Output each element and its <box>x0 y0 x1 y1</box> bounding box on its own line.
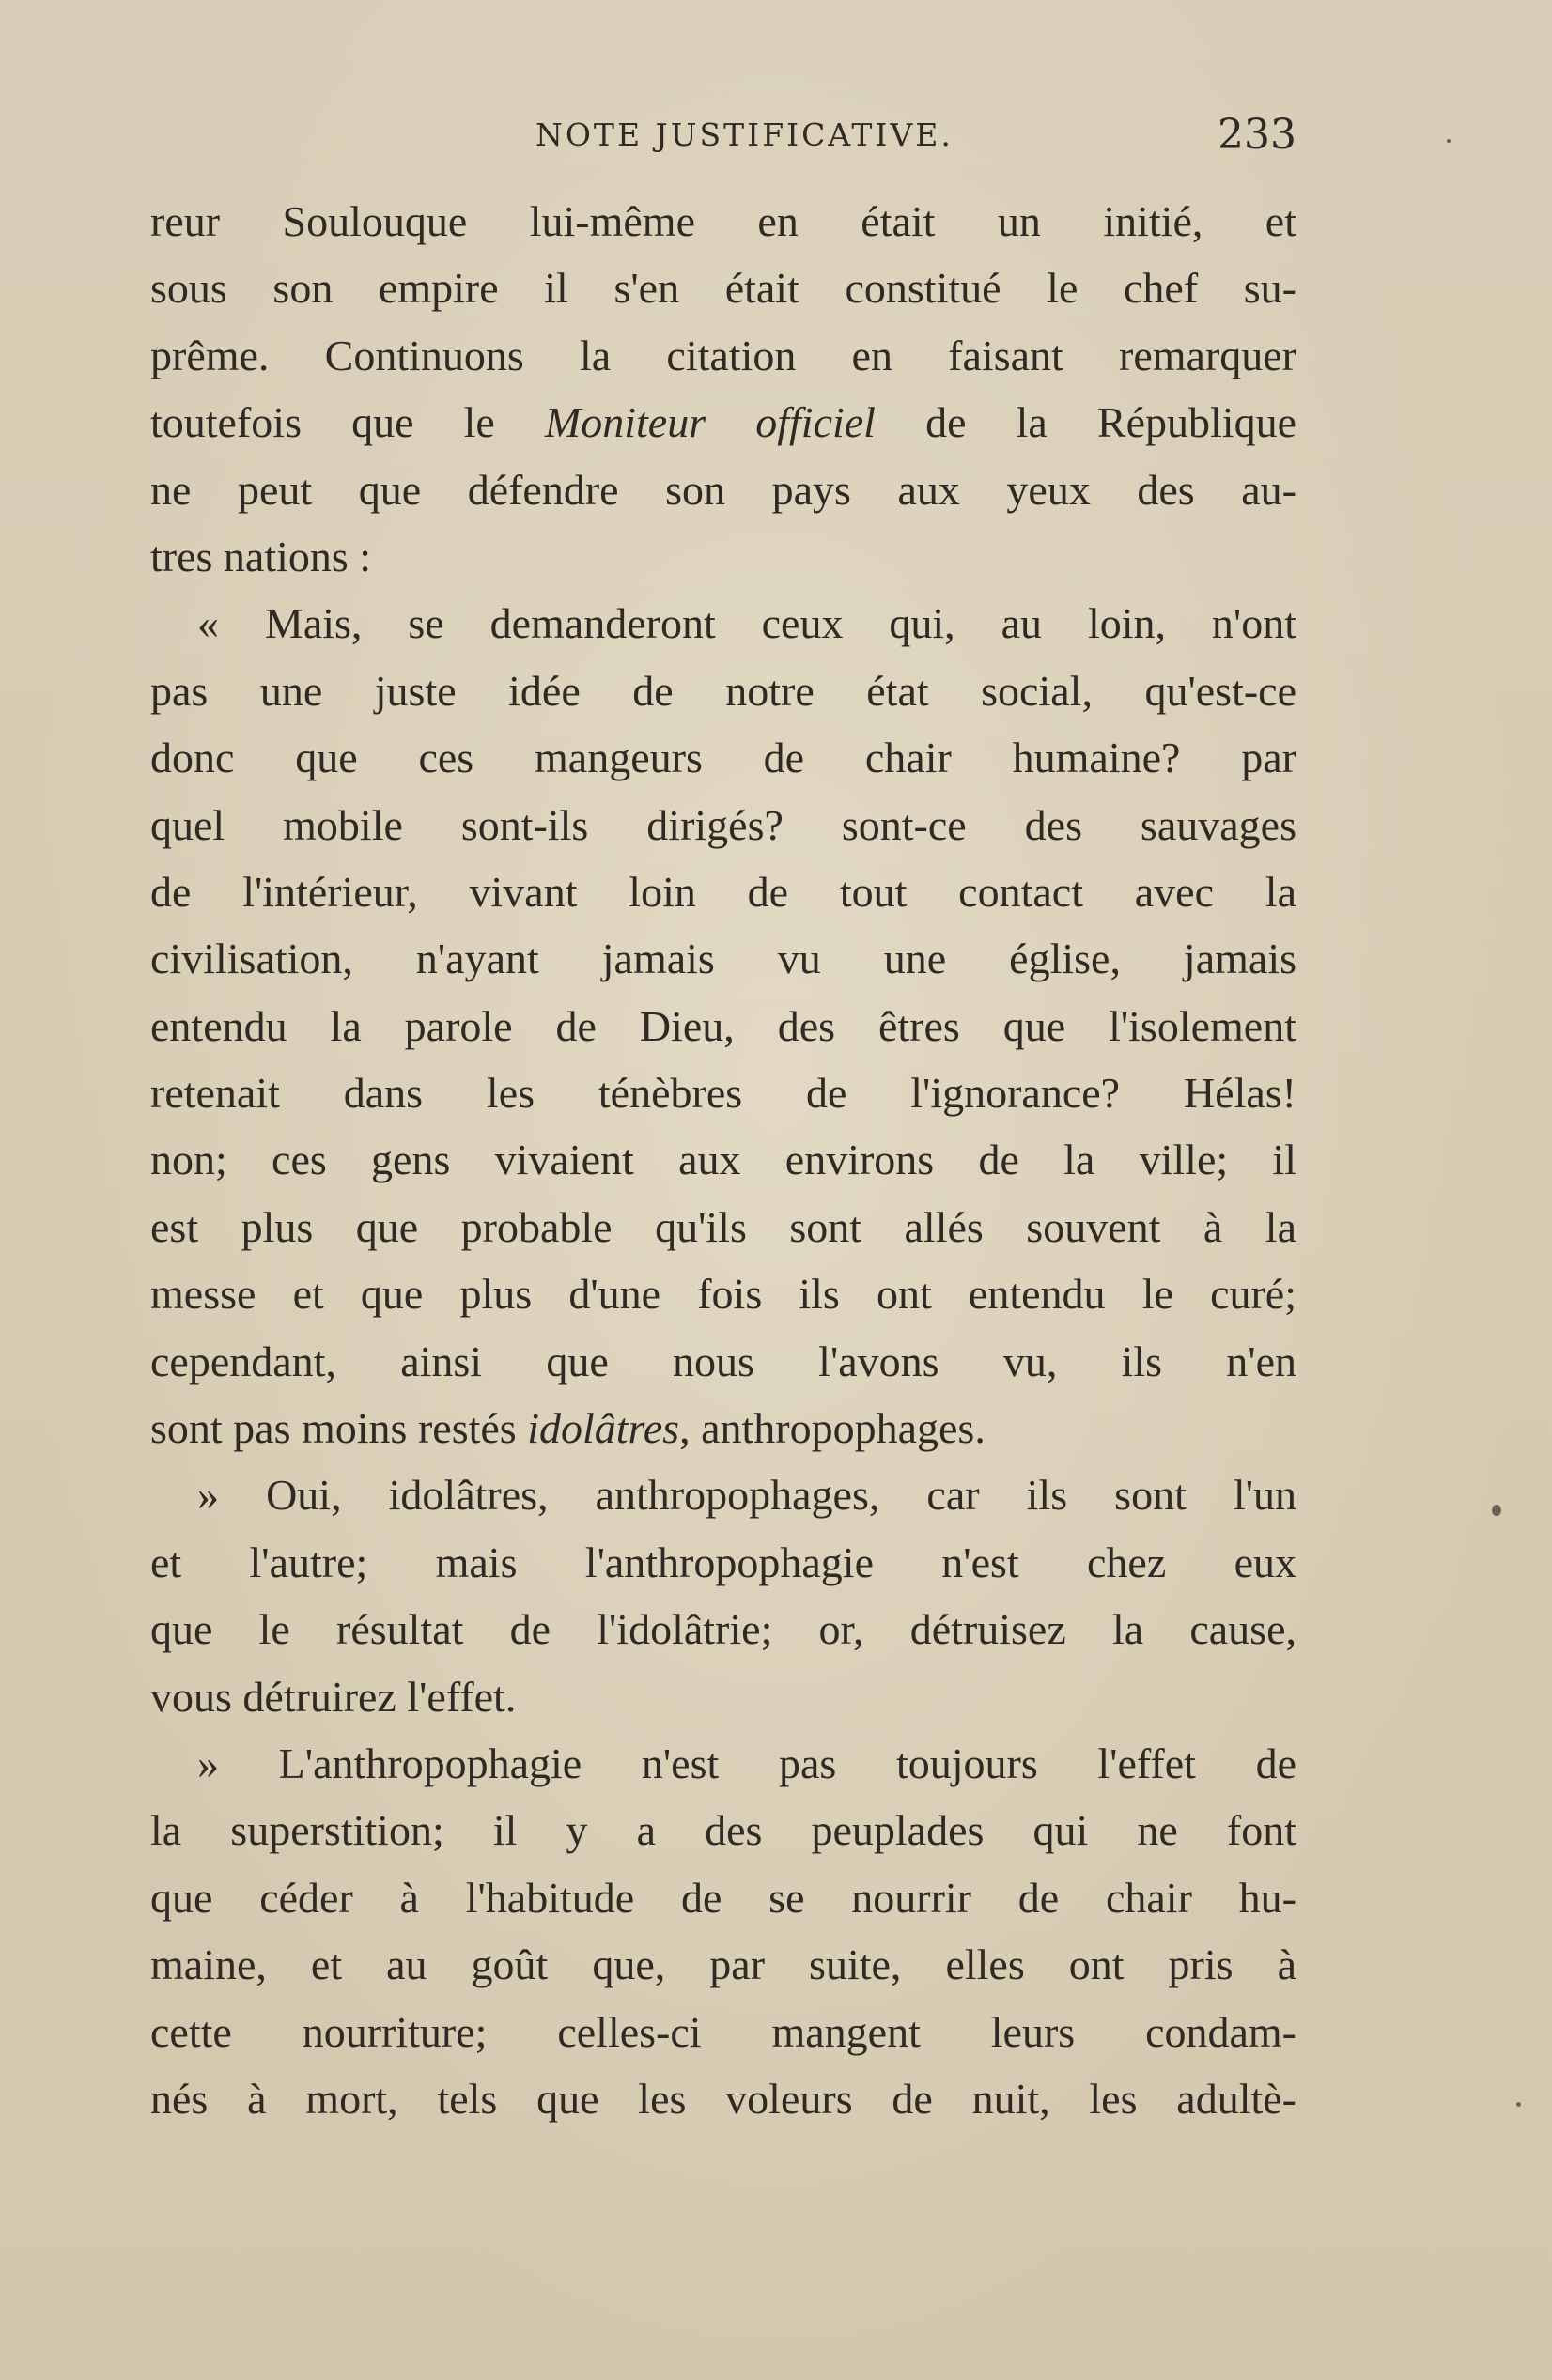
text-line: retenait dans les ténèbres de l'ignorance? Hélas! <box>150 1069 1296 1118</box>
text-line: et l'autre; mais l'anthropophagie n'est chez eux <box>150 1538 1296 1586</box>
text-line: la superstition; il y a des peuplades qui ne font <box>150 1806 1296 1855</box>
text-line: reur Soulouque lui-même en était un initié, et <box>150 197 1296 245</box>
text-line: de l'intérieur, vivant loin de tout contact avec la <box>150 867 1296 916</box>
text-line <box>150 389 1296 456</box>
text-line: civilisation, n'ayant jamais vu une église, jamais <box>150 935 1296 983</box>
text-line <box>150 1395 1296 1461</box>
ink-speck <box>1447 139 1451 143</box>
text-line: messe et que plus d'une fois ils ont entendu le curé; <box>150 1270 1296 1319</box>
page-header <box>150 111 1296 167</box>
text-line: vous détruirez l'effet. <box>150 1672 517 1721</box>
running-head: NOTE JUSTIFICATIVE. <box>535 116 954 153</box>
text-segment: sont pas moins restés <box>150 1404 528 1453</box>
ink-speck <box>1492 1505 1501 1516</box>
page-number: 233 <box>1218 111 1296 159</box>
text-line: prême. Continuons la citation en faisant remarquer <box>150 331 1296 379</box>
text-line: non; ces gens vivaient aux environs de la ville; il <box>150 1136 1296 1184</box>
text-line: sous son empire il s'en était constitué le chef su- <box>150 264 1296 313</box>
body-text <box>150 188 1296 2132</box>
text-line: quel mobile sont-ils dirigés? sont-ce des sauvages <box>150 800 1296 849</box>
text-line: » Oui, idolâtres, anthropophages, car ils sont l'un <box>197 1471 1296 1520</box>
text-segment: , anthropophages. <box>679 1404 986 1453</box>
text-line: « Mais, se demanderont ceux qui, au loin, n'ont <box>197 599 1296 648</box>
text-line: cette nourriture; celles-ci mangent leurs condam- <box>150 2007 1296 2056</box>
text-line: que le résultat de l'idolâtrie; or, détruisez la cause, <box>150 1605 1296 1654</box>
italic-segment: Moniteur officiel <box>544 398 876 447</box>
text-segment: toutefois que le <box>150 398 545 447</box>
text-line: entendu la parole de Dieu, des êtres que l'isolement <box>150 1001 1296 1050</box>
text-line: donc que ces mangeurs de chair humaine? par <box>150 734 1296 782</box>
text-segment: de la République <box>875 398 1296 447</box>
italic-segment: idolâtres <box>527 1404 680 1453</box>
text-line: » L'anthropophagie n'est pas toujours l'effet de <box>197 1739 1296 1787</box>
ink-speck <box>1516 2102 1521 2107</box>
text-line: cependant, ainsi que nous l'avons vu, ils n'en <box>150 1337 1296 1385</box>
text-line: ne peut que défendre son pays aux yeux des au- <box>150 465 1296 514</box>
text-line: que céder à l'habitude de se nourrir de chair hu- <box>150 1873 1296 1922</box>
text-line: pas une juste idée de notre état social, qu'est-ce <box>150 666 1296 715</box>
text-line: nés à mort, tels que les voleurs de nuit, les adultè- <box>150 2074 1296 2123</box>
text-line: maine, et au goût que, par suite, elles ont pris à <box>150 1940 1296 1989</box>
text-line: est plus que probable qu'ils sont allés souvent à la <box>150 1202 1296 1251</box>
text-line: tres nations : <box>150 532 372 580</box>
